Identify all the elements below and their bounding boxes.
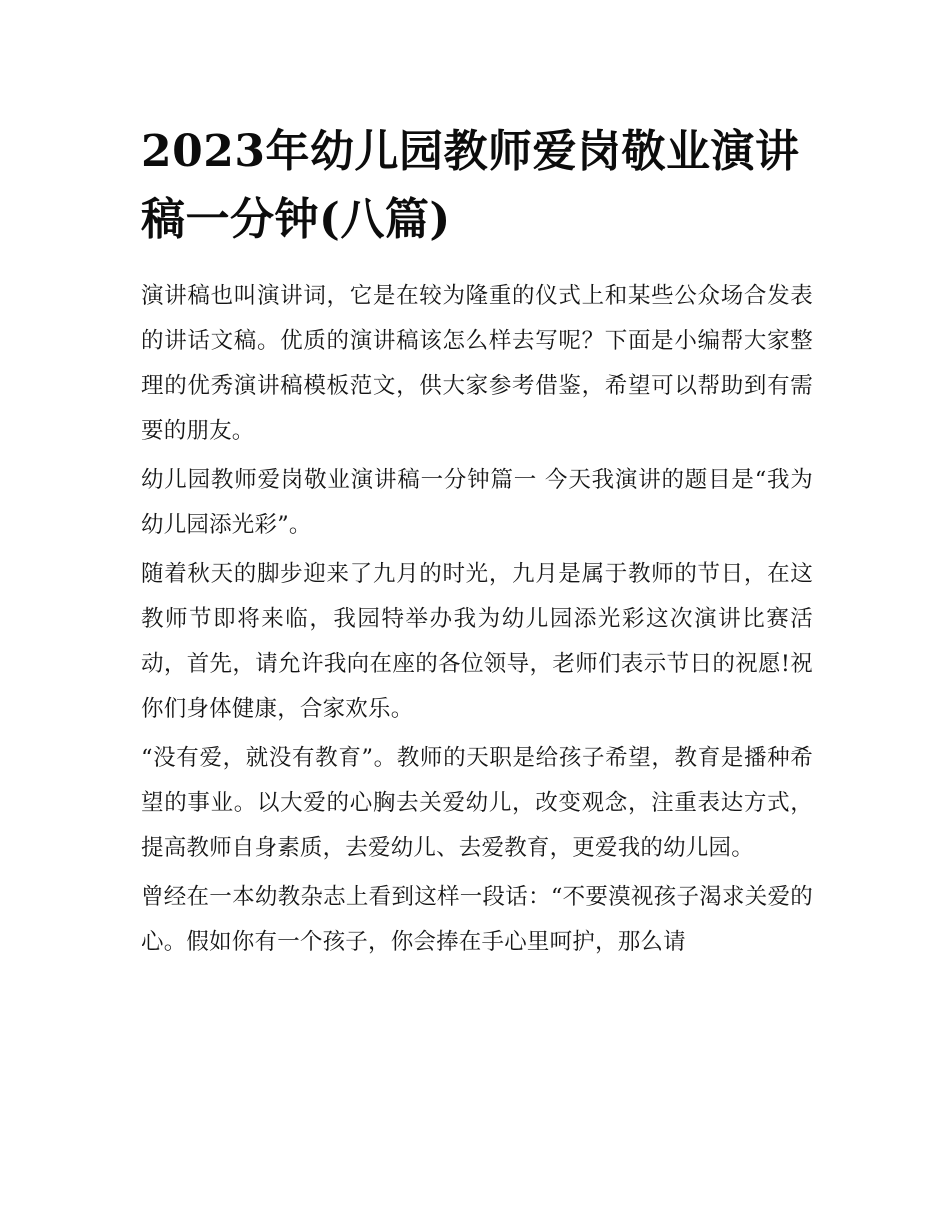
document-title: 2023年幼儿园教师爱岗敬业演讲稿一分钟(八篇) bbox=[141, 126, 800, 245]
paragraph-speech-topic: 幼儿园教师爱岗敬业演讲稿一分钟篇一 今天我演讲的题目是“我为幼儿园添光彩”。 bbox=[141, 467, 813, 538]
paragraph-love-education: “没有爱，就没有教育”。教师的天职是给孩子希望，教育是播种希望的事业。以大爱的心胸去关爱幼儿，改变观念，注重表达方式，提高教师自身素质，去爱幼儿、去爱教育，更爱我的幼儿园。 bbox=[141, 745, 813, 861]
paragraph-intro: 演讲稿也叫演讲词，它是在较为隆重的仪式上和某些公众场合发表的讲话文稿。优质的演讲稿该怎么样去写呢？下面是小编帮大家整理的优秀演讲稿模板范文，供大家参考借鉴，希望可以帮助到有需要的朋友。 bbox=[141, 283, 813, 444]
paragraph-teachers-day: 随着秋天的脚步迎来了九月的时光，九月是属于教师的节日，在这教师节即将来临，我园特举办我为幼儿园添光彩这次演讲比赛活动，首先，请允许我向在座的各位领导，老师们表示节日的祝愿!祝你们身体健康，合家欢乐。 bbox=[141, 561, 813, 722]
document-body bbox=[141, 118, 813, 969]
paragraph-magazine-quote: 曾经在一本幼教杂志上看到这样一段话：“不要漠视孩子渴求关爱的心。假如你有一个孩子，你会捧在手心里呵护，那么请 bbox=[141, 884, 813, 955]
